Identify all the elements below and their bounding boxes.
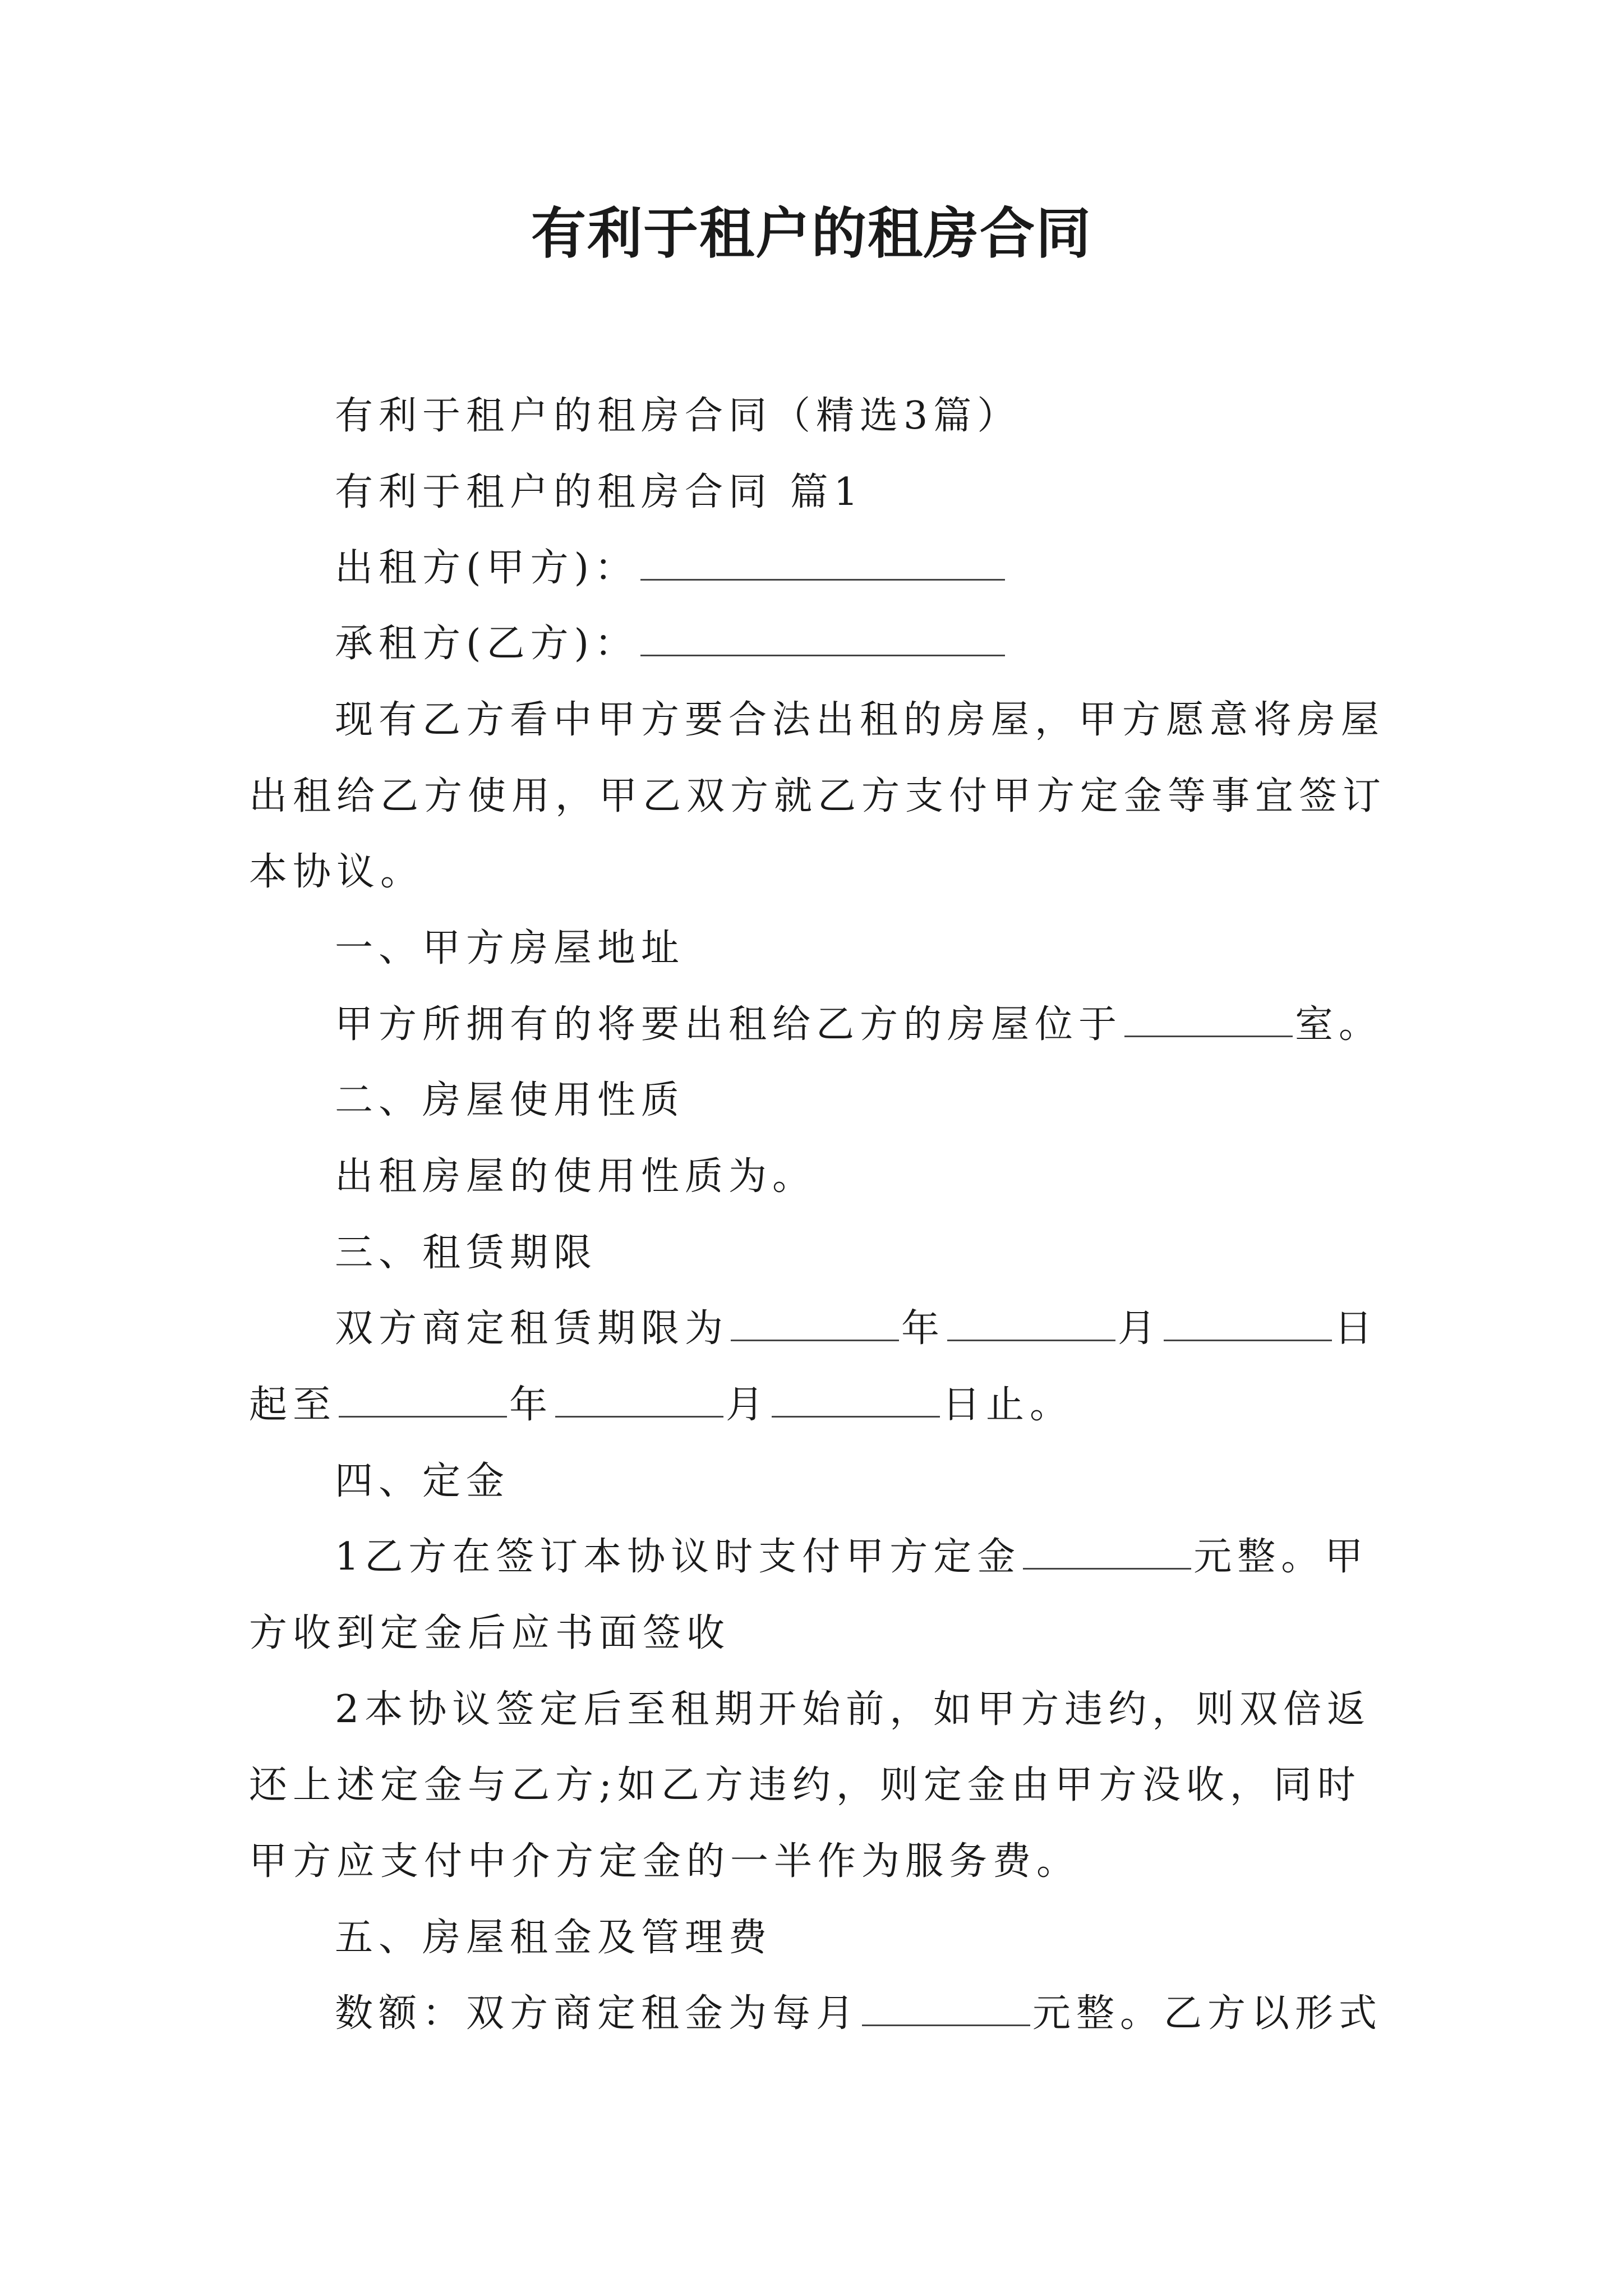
address-blank xyxy=(1124,999,1293,1037)
end-month-blank xyxy=(555,1379,723,1418)
month-label: 月 xyxy=(1118,1306,1162,1351)
lessee-blank xyxy=(640,618,1005,656)
rent-amount-blank xyxy=(862,1987,1030,2026)
term-text: 双方商定租赁期限为 xyxy=(335,1306,729,1351)
section-heading: 有利于租户的租房合同 篇1 xyxy=(335,470,864,514)
deposit-1-line-1 xyxy=(335,1529,1368,1585)
lessor-label: 出租方(甲方)： xyxy=(335,546,639,590)
day-label: 日 xyxy=(1334,1306,1378,1351)
deposit-2-line-3: 甲方应支付中介方定金的一半作为服务费。 xyxy=(249,1839,1081,1884)
deposit-1-suffix: 元整。甲 xyxy=(1193,1535,1369,1579)
start-month-blank xyxy=(947,1303,1115,1341)
heading-address: 一、甲方房屋地址 xyxy=(335,926,685,970)
year-label: 年 xyxy=(901,1306,946,1351)
lessee-line xyxy=(335,616,1007,672)
intro-line-3: 本协议。 xyxy=(249,850,425,894)
rent-text: 数额：双方商定租金为每月 xyxy=(335,1991,860,2036)
lessor-blank xyxy=(640,542,1005,581)
usage-line: 出租房屋的使用性质为。 xyxy=(335,1154,817,1199)
document-title: 有利于租户的租房合同 xyxy=(531,202,1092,266)
day-end-label: 日止。 xyxy=(942,1383,1074,1427)
start-day-blank xyxy=(1164,1303,1332,1341)
heading-usage: 二、房屋使用性质 xyxy=(335,1078,685,1122)
term-line-1 xyxy=(335,1301,1378,1357)
start-year-blank xyxy=(731,1303,899,1341)
heading-deposit: 四、定金 xyxy=(335,1459,510,1503)
intro-line-2: 出租给乙方使用，甲乙双方就乙方支付甲方定金等事宜签订 xyxy=(249,774,1387,818)
lessee-label: 承租方(乙方)： xyxy=(335,622,639,666)
term-line-2 xyxy=(249,1377,1073,1433)
address-suffix: 室。 xyxy=(1295,1002,1383,1047)
deposit-2-line-2: 还上述定金与乙方;如乙方违约，则定金由甲方没收，同时 xyxy=(249,1763,1361,1807)
deposit-1-line-2: 方收到定金后应书面签收 xyxy=(249,1611,731,1655)
month-label-2: 月 xyxy=(726,1383,770,1427)
deposit-2-line-1: 2本协议签定后至租期开始前，如甲方违约，则双倍返 xyxy=(335,1687,1371,1732)
address-text: 甲方所拥有的将要出租给乙方的房屋位于 xyxy=(335,1002,1123,1047)
deposit-1-text: 1乙方在签订本协议时支付甲方定金 xyxy=(335,1535,1021,1579)
subtitle: 有利于租户的租房合同（精选3篇） xyxy=(335,394,1021,438)
lessor-line xyxy=(335,540,1007,596)
year-label-2: 年 xyxy=(509,1383,554,1427)
term-to-text: 起至 xyxy=(249,1383,337,1427)
end-day-blank xyxy=(772,1379,940,1418)
heading-term: 三、租赁期限 xyxy=(335,1231,598,1275)
deposit-amount-blank xyxy=(1023,1531,1191,1570)
heading-rent: 五、房屋租金及管理费 xyxy=(335,1916,773,1960)
rent-line xyxy=(335,1986,1382,2042)
address-line xyxy=(335,997,1382,1053)
rent-suffix: 元整。乙方以形式 xyxy=(1032,1991,1383,2036)
end-year-blank xyxy=(339,1379,507,1418)
intro-line-1: 现有乙方看中甲方要合法出租的房屋，甲方愿意将房屋 xyxy=(335,698,1385,742)
